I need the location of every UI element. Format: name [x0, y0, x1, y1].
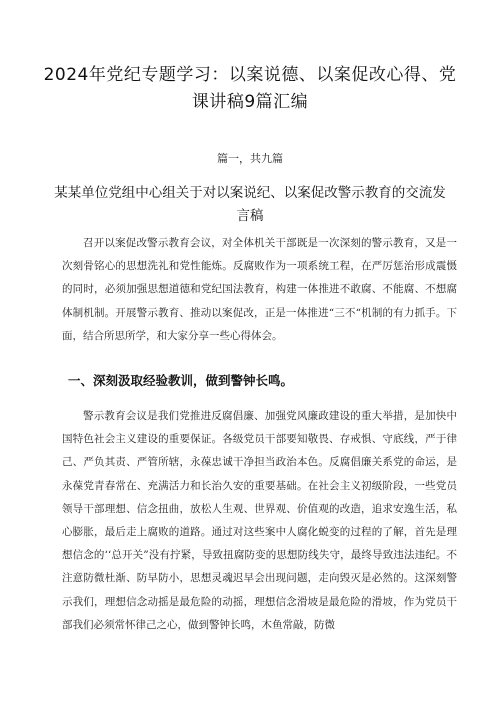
article-title: 某某单位党组中心组关于对以案说纪、以案促改警示教育的交流发言稿: [54, 185, 446, 224]
section-heading: 一、深刻汲取经验教训，做到警钟长鸣。: [68, 373, 294, 388]
paragraph-intro: 召开以案促改警示教育会议，对全体机关干部既是一次深刻的警示教育，又是一次刻骨铭心的思想洗礼和党性能炼。反腐败作为一项系统工程，在严厉惩治形成震慑的同时，必须加强思想道德和党纪国法教育，构建一体推进不敢腐、不能腐、不想腐体制机制。开展警示教育、推动以案促改，正是一体推进“三不“机制的有力抓手。下面，结合所思所学，和大家分享一些心得体会。: [62, 237, 457, 342]
paragraph-section-1: 警示教育会议是我们党推进反腐倡廉、加强党风廉政建设的重大举措，是加快中国特色社会主义建设的重要保证。各级党员干部要知敬畏、存戒惧、守底线，严于律己、严负其责、严管所辖，永葆忠诚干净担当政治本色。反腐倡廉关系党的命运，是永葆党青春常在、充满活力和长治久安的重要基础。在社会主义初级阶段，一些党员领导干部理想、信念扭曲，放松人生观、世界观、价值观的改造，追求安逸生活，私心膨胀，最后走上腐败的道路。通过对这些案中人腐化蜕变的过程的了解，首先是理想信念的‘‘总开关”没有拧紧，导致扭腐防变的思想防线失守，最终导致违法违纪。不注意防微杜渐、防早防小，思想灵魂迟早会出现问题，走向毁灭是必然的。这深刻警示我们，理想信念动摇是最危险的动摇，理想信念滑坡是最危险的滑坡，作为党员干部我们必须常怀律己之心，做到警钟长鸣，木鱼常敲，防微: [62, 410, 457, 631]
document-title: 2024年党纪专题学习：以案说德、以案促改心得、党课讲稿9篇汇编: [43, 65, 457, 112]
part-label: 篇一，共九篇: [217, 152, 283, 165]
